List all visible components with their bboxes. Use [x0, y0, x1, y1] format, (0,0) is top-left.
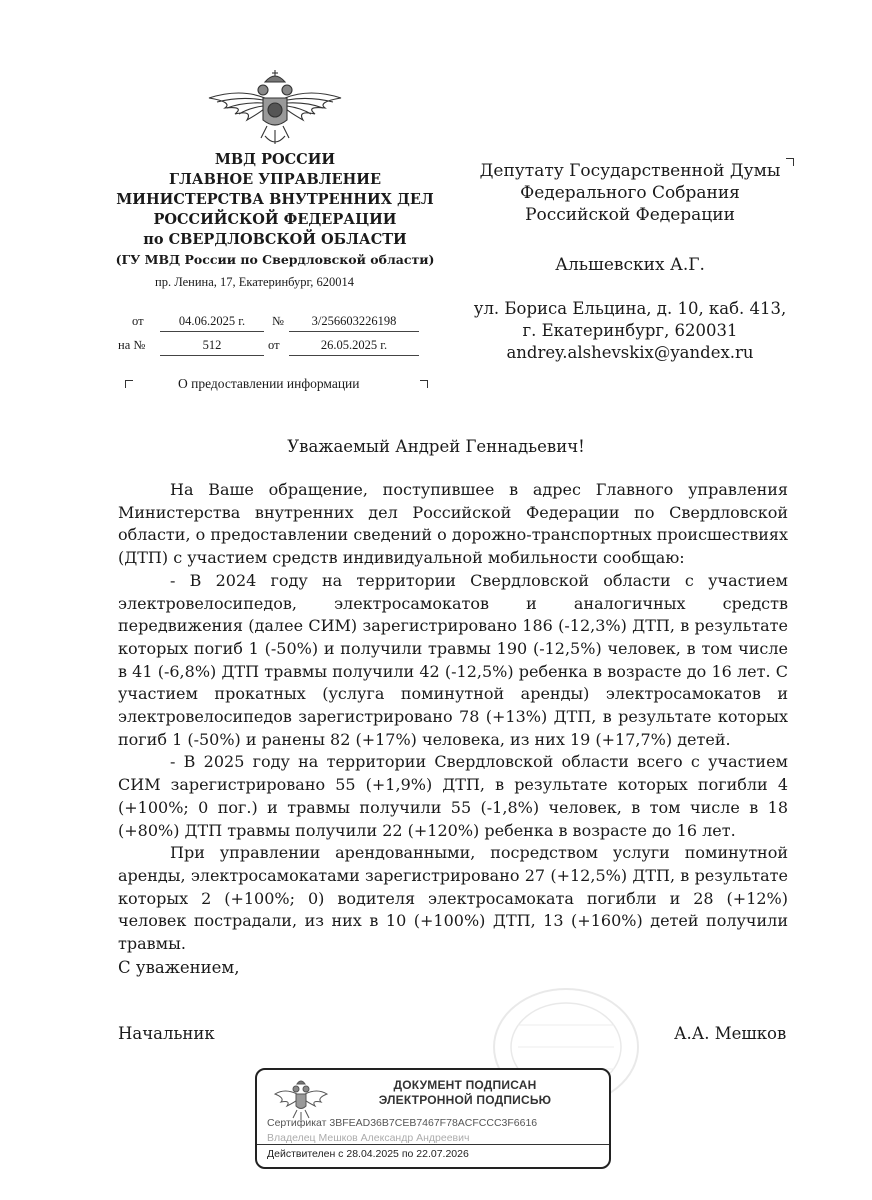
- signer-name: А.А. Мешков: [674, 1024, 787, 1043]
- org-line: МИНИСТЕРСТВА ВНУТРЕННИХ ДЕЛ: [116, 191, 434, 208]
- recipient-address: [470, 298, 790, 364]
- esig-owner: Владелец Мешков Александр Андреевич: [267, 1132, 470, 1144]
- recipient-name: Альшевских А.Г.: [555, 255, 705, 275]
- sender-organization: [115, 150, 435, 270]
- subject-corner-left: [125, 380, 133, 388]
- org-line: РОССИЙСКОЙ ФЕДЕРАЦИИ: [153, 211, 397, 228]
- body-paragraph: На Ваше обращение, поступившее в адрес Главного управления Министерства внутренних дел Российской Федерации по Свердловской области, о предоставлении сведений о дорожно-транспортных происшествиях (ДТП) с участием средств индивидуальной мобильности сообщаю:: [118, 480, 788, 568]
- reg-number: 3/256603226198: [289, 314, 419, 332]
- esig-title: [337, 1078, 593, 1108]
- esig-title-line: ЭЛЕКТРОННОЙ ПОДПИСЬЮ: [378, 1093, 552, 1107]
- body-paragraph: При управлении арендованными, посредством услуги поминутной аренды, электросамокатами зарегистрировано 27 (+12,5%) ДТП, в результате которых 2 (+100%; 0) водителя электросамоката погибли и 28 (+12%) человек пострадали, из них в 10 (+100%) ДТП, 13 (+160%) детей получили травмы.: [118, 843, 788, 954]
- greeting: Уважаемый Андрей Геннадьевич!: [287, 437, 585, 456]
- mvd-emblem-icon: [205, 68, 345, 154]
- recipient-line: Депутату Государственной Думы: [479, 161, 781, 181]
- regards: С уважением,: [118, 958, 240, 977]
- recipient-line: Российской Федерации: [525, 205, 735, 225]
- letter-body: [118, 479, 788, 956]
- electronic-signature-stamp: [255, 1068, 611, 1169]
- org-line-short: (ГУ МВД России по Свердловской области): [115, 252, 435, 267]
- org-line: МВД РОССИИ: [214, 151, 336, 168]
- reg-ref-from-label: от: [268, 338, 280, 352]
- org-line: ГЛАВНОЕ УПРАВЛЕНИЕ: [168, 171, 382, 188]
- body-paragraph: - В 2025 году на территории Свердловской области всего с участием СИМ зарегистрировано 55 (+1,9%) ДТП, в результате которых погибли 4 (+100%; 0 пог.) и травмы получили 55 (-1,8%) человек, в том числе в 18 (+80%) ДТП травмы получили 22 (+120%) ребенка в возрасте до 16 лет.: [118, 752, 788, 840]
- signer-position: Начальник: [118, 1024, 215, 1043]
- subject-line: О предоставлении информации: [178, 376, 360, 391]
- reg-date: 04.06.2025 г.: [160, 314, 264, 332]
- esig-validity: Действителен с 28.04.2025 по 22.07.2026: [257, 1144, 609, 1160]
- reg-ref-number: 512: [160, 338, 264, 356]
- sender-address: пр. Ленина, 17, Екатеринбург, 620014: [155, 275, 354, 289]
- recipient-address-line: г. Екатеринбург, 620031: [522, 321, 738, 340]
- esig-certificate: Сертификат 3BFEAD36B7CEB7467F78ACFCCC3F6616: [267, 1117, 538, 1129]
- recipient-line: Федерального Собрания: [520, 183, 740, 203]
- reg-from-label: от: [132, 314, 144, 328]
- esig-title-line: ДОКУМЕНТ ПОДПИСАН: [393, 1078, 537, 1092]
- reg-number-label: №: [272, 314, 284, 328]
- recipient-title: [470, 160, 790, 226]
- body-paragraph: - В 2024 году на территории Свердловской области с участием электровелосипедов, электросамокатов и аналогичных средств передвижения (далее СИМ) зарегистрировано 186 (-12,3%) ДТП, в результате которых погиб 1 (-50%) и получили травмы 190 (-12,5%) человек, в том числе в 41 (-6,8%) ДТП травмы получили 42 (-12,5%) ребенка в возрасте до 16 лет. С участием прокатных (услуга поминутной аренды) электросамокатов и электровелосипедов зарегистрировано 78 (+13%) ДТП, в результате которых погиб 1 (-50%) и ранены 82 (+17%) человека, из них 19 (+17,7%) детей.: [118, 570, 788, 749]
- reg-ref-date: 26.05.2025 г.: [289, 338, 419, 356]
- subject-corner-right: [420, 380, 428, 388]
- reg-ref-label: на №: [118, 338, 146, 352]
- recipient-email: andrey.alshevskix@yandex.ru: [506, 343, 754, 362]
- org-line: по СВЕРДЛОВСКОЙ ОБЛАСТИ: [143, 231, 407, 248]
- recipient-address-line: ул. Бориса Ельцина, д. 10, каб. 413,: [473, 299, 787, 318]
